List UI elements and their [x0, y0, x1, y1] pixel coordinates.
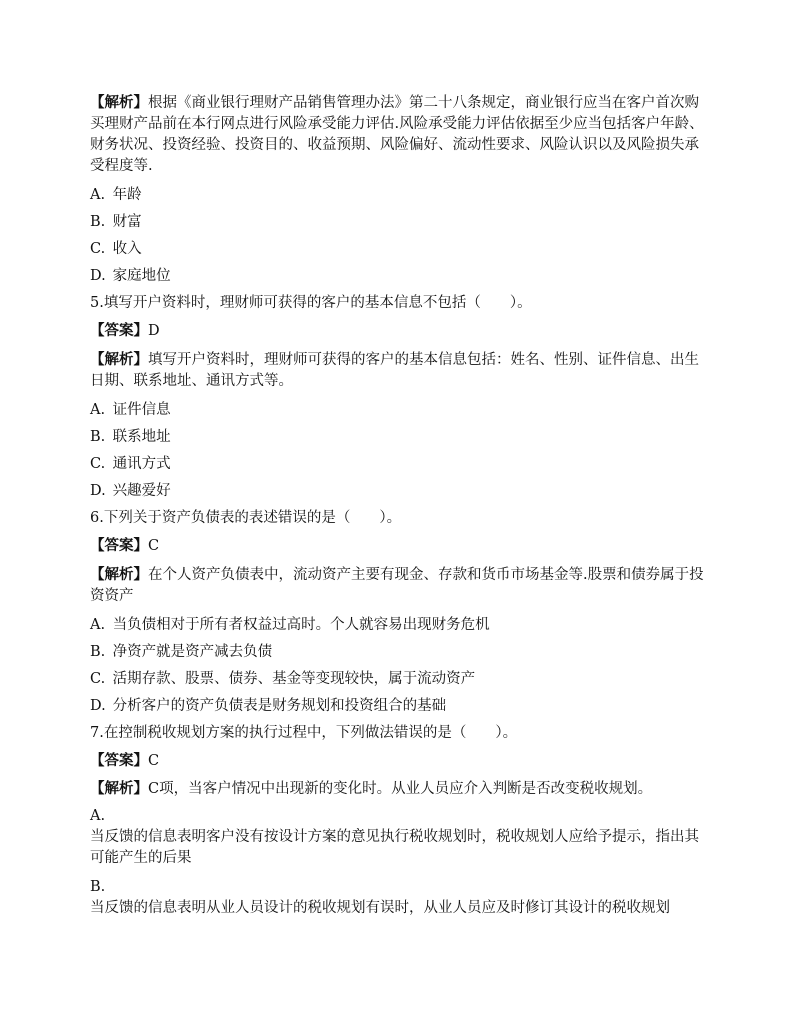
q5-option-c-letter: C.	[90, 456, 106, 472]
q6-option-b-text: 净资产就是资产减去负债	[112, 644, 273, 660]
q5-option-a	[90, 401, 706, 420]
q4-option-a	[90, 186, 706, 205]
q6-option-d	[90, 697, 706, 716]
q5-answer-value: D	[148, 323, 160, 339]
document-page	[90, 92, 706, 928]
q4-option-c-text: 收入	[112, 241, 142, 257]
q5-analysis-tag: 【解析】	[90, 351, 148, 368]
q7-answer-tag: 【答案】	[90, 752, 148, 769]
q4-option-b-text: 财富	[112, 214, 142, 230]
q6-option-c	[90, 670, 706, 689]
q4-option-d-letter: D.	[90, 268, 106, 284]
q4-option-d-text: 家庭地位	[112, 268, 171, 284]
q4-option-b	[90, 213, 706, 232]
q5-option-c	[90, 455, 706, 474]
q5-option-c-text: 通讯方式	[112, 456, 171, 472]
q7-option-a-text: 当反馈的信息表明客户没有按设计方案的意见执行税收规划时，税收规划人应给予提示，指出其可能产生的后果	[90, 829, 699, 866]
q7-answer-value: C	[148, 753, 160, 769]
q5-analysis	[90, 349, 706, 392]
q5-answer-tag: 【答案】	[90, 322, 148, 339]
q7-analysis	[90, 779, 706, 799]
q7-option-a-letter: A.	[90, 808, 106, 824]
q5-answer	[90, 321, 706, 341]
q5-option-a-letter: A.	[90, 402, 106, 418]
q6-option-a-letter: A.	[90, 617, 106, 633]
q5-option-d-letter: D.	[90, 483, 106, 499]
q6-option-b	[90, 643, 706, 662]
q6-analysis-tag: 【解析】	[90, 566, 148, 583]
q6-analysis-text: 在个人资产负债表中，流动资产主要有现金、存款和货币市场基金等.股票和债券属于投资资产	[90, 567, 704, 604]
q4-analysis-tag: 【解析】	[90, 94, 148, 111]
q5-question: 5.填写开户资料时，理财师可获得的客户的基本信息不包括（ ）。	[90, 295, 532, 311]
q6-option-d-letter: D.	[90, 698, 106, 714]
q5-option-a-text: 证件信息	[112, 402, 171, 418]
q4-option-b-letter: B.	[90, 214, 106, 230]
q4-analysis-text: 根据《商业银行理财产品销售管理办法》第二十八条规定，商业银行应当在客户首次购买理财产品前在本行网点进行风险承受能力评估.风险承受能力评估依据至少应当包括客户年龄、财务状况、投资经验、投资目的、收益预期、风险偏好、流动性要求、风险认识以及风险损失承受程度等.	[90, 95, 704, 174]
q6-question: 6.下列关于资产负债表的表述错误的是（ ）。	[90, 510, 402, 526]
q5-option-d	[90, 482, 706, 501]
q7-analysis-text: C项，当客户情况中出现新的变化时。从业人员应介入判断是否改变税收规划。	[148, 781, 653, 797]
q5-option-b-text: 联系地址	[112, 429, 171, 445]
q5-analysis-text: 填写开户资料时，理财师可获得的客户的基本信息包括：姓名、性别、证件信息、出生日期、联系地址、通讯方式等。	[90, 352, 699, 389]
q6-answer	[90, 536, 706, 556]
q6-answer-tag: 【答案】	[90, 537, 148, 554]
q6-answer-value: C	[148, 538, 160, 554]
q7-option-b-letter: B.	[90, 879, 106, 895]
q5-option-b	[90, 428, 706, 447]
q4-option-c-letter: C.	[90, 241, 106, 257]
q7-answer	[90, 751, 706, 771]
q6-option-c-text: 活期存款、股票、债券、基金等变现较快，属于流动资产	[112, 671, 476, 687]
q4-option-c	[90, 240, 706, 259]
q7-question: 7.在控制税收规划方案的执行过程中，下列做法错误的是（ ）。	[90, 725, 518, 741]
q4-option-a-letter: A.	[90, 187, 106, 203]
q6-option-a	[90, 616, 706, 635]
q6-option-a-text: 当负债相对于所有者权益过高时。个人就容易出现财务危机	[112, 617, 490, 633]
q7-option-b-text: 当反馈的信息表明从业人员设计的税收规划有误时，从业人员应及时修订其设计的税收规划	[90, 900, 670, 916]
q7-analysis-tag: 【解析】	[90, 780, 148, 797]
q4-option-a-text: 年龄	[112, 187, 142, 203]
q6-option-b-letter: B.	[90, 644, 106, 660]
q5-option-b-letter: B.	[90, 429, 106, 445]
q4-analysis	[90, 92, 706, 177]
q5-option-d-text: 兴趣爱好	[112, 483, 171, 499]
q6-option-c-letter: C.	[90, 671, 106, 687]
q6-option-d-text: 分析客户的资产负债表是财务规划和投资组合的基础	[112, 698, 447, 714]
q4-option-d	[90, 267, 706, 286]
q6-analysis	[90, 564, 706, 607]
